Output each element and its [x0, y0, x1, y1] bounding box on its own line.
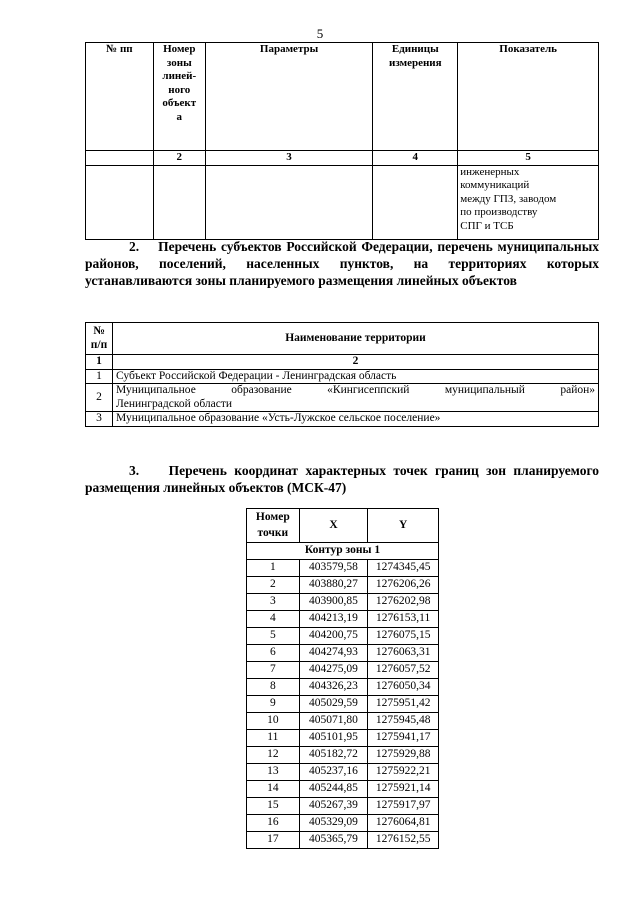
header-line: Номер: [163, 43, 196, 55]
coordinates-body: [247, 560, 439, 849]
cell-line: коммуникаций: [460, 179, 530, 191]
table-row: [247, 560, 439, 577]
territory-name: [113, 384, 599, 412]
table-row: [86, 369, 599, 384]
header-units: [373, 43, 458, 151]
table-row: [86, 165, 599, 239]
y-coordinate: 1275922,21: [368, 764, 439, 781]
header-number: № пп: [86, 43, 154, 151]
x-coordinate: 405244,85: [299, 781, 368, 798]
header-number: [86, 323, 113, 355]
column-number: 5: [458, 151, 599, 166]
territory-name: Муниципальное образование «Усть-Лужское сельское поселение»: [113, 412, 599, 427]
section-3-text: Перечень координат характерных точек границ зон планируемого размещения линейных объектов (МСК-47): [85, 463, 599, 495]
y-coordinate: 1276202,98: [368, 594, 439, 611]
section-2-heading: [85, 238, 599, 289]
header-zone-number: [153, 43, 205, 151]
table-row: [86, 412, 599, 427]
column-number-row: [86, 355, 599, 370]
section-2-number: 2.: [129, 239, 140, 254]
column-number-row: [86, 151, 599, 166]
header-line: линей-: [162, 70, 197, 82]
table-header-row: [86, 43, 599, 151]
point-number: 2: [247, 577, 300, 594]
x-coordinate: 405329,09: [299, 815, 368, 832]
row-number: 3: [86, 412, 113, 427]
table-row: [247, 645, 439, 662]
y-coordinate: 1276153,11: [368, 611, 439, 628]
header-y: Y: [368, 509, 439, 543]
table-row: [247, 815, 439, 832]
column-number: 2: [153, 151, 205, 166]
column-number: 4: [373, 151, 458, 166]
x-coordinate: 403880,27: [299, 577, 368, 594]
x-coordinate: 403579,58: [299, 560, 368, 577]
point-number: 7: [247, 662, 300, 679]
point-number: 11: [247, 730, 300, 747]
table-cell: [153, 165, 205, 239]
y-coordinate: 1275945,48: [368, 713, 439, 730]
table-row: [247, 832, 439, 849]
header-indicator: Показатель: [458, 43, 599, 151]
point-number: 13: [247, 764, 300, 781]
y-coordinate: 1275921,14: [368, 781, 439, 798]
x-coordinate: 403900,85: [299, 594, 368, 611]
point-number: 10: [247, 713, 300, 730]
table-row: [247, 594, 439, 611]
indicator-cell: [458, 165, 599, 239]
x-coordinate: 404200,75: [299, 628, 368, 645]
header-line: №: [93, 325, 105, 337]
y-coordinate: 1276050,34: [368, 679, 439, 696]
column-number: 3: [205, 151, 373, 166]
page-number: 5: [316, 26, 324, 41]
row-number: 2: [86, 384, 113, 412]
point-number: 14: [247, 781, 300, 798]
y-coordinate: 1275951,42: [368, 696, 439, 713]
x-coordinate: 405267,39: [299, 798, 368, 815]
territory-name-line: Ленинградской области: [116, 397, 233, 410]
header-line: измерения: [388, 56, 442, 69]
header-point-number: [247, 509, 300, 543]
table-row: [247, 577, 439, 594]
y-coordinate: 1276075,15: [368, 628, 439, 645]
column-number: 1: [86, 355, 113, 370]
table-row: [247, 696, 439, 713]
y-coordinate: 1276064,81: [368, 815, 439, 832]
section-3-heading: [85, 462, 599, 496]
header-line: точки: [257, 526, 289, 539]
x-coordinate: 404275,09: [299, 662, 368, 679]
header-line: Единицы: [391, 43, 439, 55]
contour-row: [247, 543, 439, 560]
territories-table: [85, 322, 599, 427]
table-row: [247, 764, 439, 781]
point-number: 4: [247, 611, 300, 628]
y-coordinate: 1274345,45: [368, 560, 439, 577]
cell-line: по производству: [460, 206, 538, 218]
cell-line: между ГПЗ, заводом: [460, 192, 557, 205]
header-line: зоны: [166, 56, 192, 69]
territory-name-line: Муниципальное образование «Кингисеппский муниципальный район»: [116, 384, 595, 396]
table-header-row: [86, 323, 599, 355]
x-coordinate: 405101,95: [299, 730, 368, 747]
table-row: [247, 679, 439, 696]
y-coordinate: 1276206,26: [368, 577, 439, 594]
x-coordinate: 405029,59: [299, 696, 368, 713]
point-number: 16: [247, 815, 300, 832]
column-number: 2: [113, 355, 599, 370]
x-coordinate: 405237,16: [299, 764, 368, 781]
point-number: 5: [247, 628, 300, 645]
cell-line: СПГ и ТСБ: [460, 219, 514, 232]
table-row: [247, 713, 439, 730]
header-x: X: [299, 509, 368, 543]
x-coordinate: 404274,93: [299, 645, 368, 662]
point-number: 1: [247, 560, 300, 577]
table-header-row: [247, 509, 439, 543]
table-row: [247, 781, 439, 798]
section-2-text: Перечень субъектов Российской Федерации, перечень муниципальных районов, поселений, населенных пунктов, на территориях которых устанавливаются зоны планируемого размещения линейных объектов: [85, 239, 599, 288]
x-coordinate: 405182,72: [299, 747, 368, 764]
point-number: 17: [247, 832, 300, 849]
table-row: [247, 662, 439, 679]
table-row: [247, 798, 439, 815]
table-row: [247, 628, 439, 645]
x-coordinate: 405071,80: [299, 713, 368, 730]
point-number: 8: [247, 679, 300, 696]
parameters-table: [85, 42, 599, 240]
table-cell: [373, 165, 458, 239]
y-coordinate: 1276057,52: [368, 662, 439, 679]
table-cell: [205, 165, 373, 239]
y-coordinate: 1275929,88: [368, 747, 439, 764]
point-number: 15: [247, 798, 300, 815]
table-row: [247, 611, 439, 628]
header-line: объект: [162, 97, 197, 109]
column-number: [86, 151, 154, 166]
x-coordinate: 404213,19: [299, 611, 368, 628]
y-coordinate: 1275917,97: [368, 798, 439, 815]
header-line: ного: [168, 83, 191, 96]
section-3-number: 3.: [129, 463, 140, 478]
table-row: [86, 384, 599, 412]
y-coordinate: 1276063,31: [368, 645, 439, 662]
header-parameters: Параметры: [205, 43, 373, 151]
x-coordinate: 404326,23: [299, 679, 368, 696]
y-coordinate: 1275941,17: [368, 730, 439, 747]
contour-label: Контур зоны 1: [247, 543, 439, 560]
point-number: 9: [247, 696, 300, 713]
header-line: а: [176, 110, 183, 123]
coordinates-table: [246, 508, 439, 849]
header-line: Номер: [255, 511, 290, 523]
table-row: [247, 747, 439, 764]
point-number: 12: [247, 747, 300, 764]
table-cell: [86, 165, 154, 239]
point-number: 6: [247, 645, 300, 662]
header-territory-name: Наименование территории: [113, 323, 599, 355]
cell-line: инженерных: [460, 165, 520, 178]
row-number: 1: [86, 369, 113, 384]
y-coordinate: 1276152,55: [368, 832, 439, 849]
x-coordinate: 405365,79: [299, 832, 368, 849]
point-number: 3: [247, 594, 300, 611]
territory-name: Субъект Российской Федерации - Ленинградская область: [113, 369, 599, 384]
header-line: п/п: [90, 338, 108, 351]
table-row: [247, 730, 439, 747]
